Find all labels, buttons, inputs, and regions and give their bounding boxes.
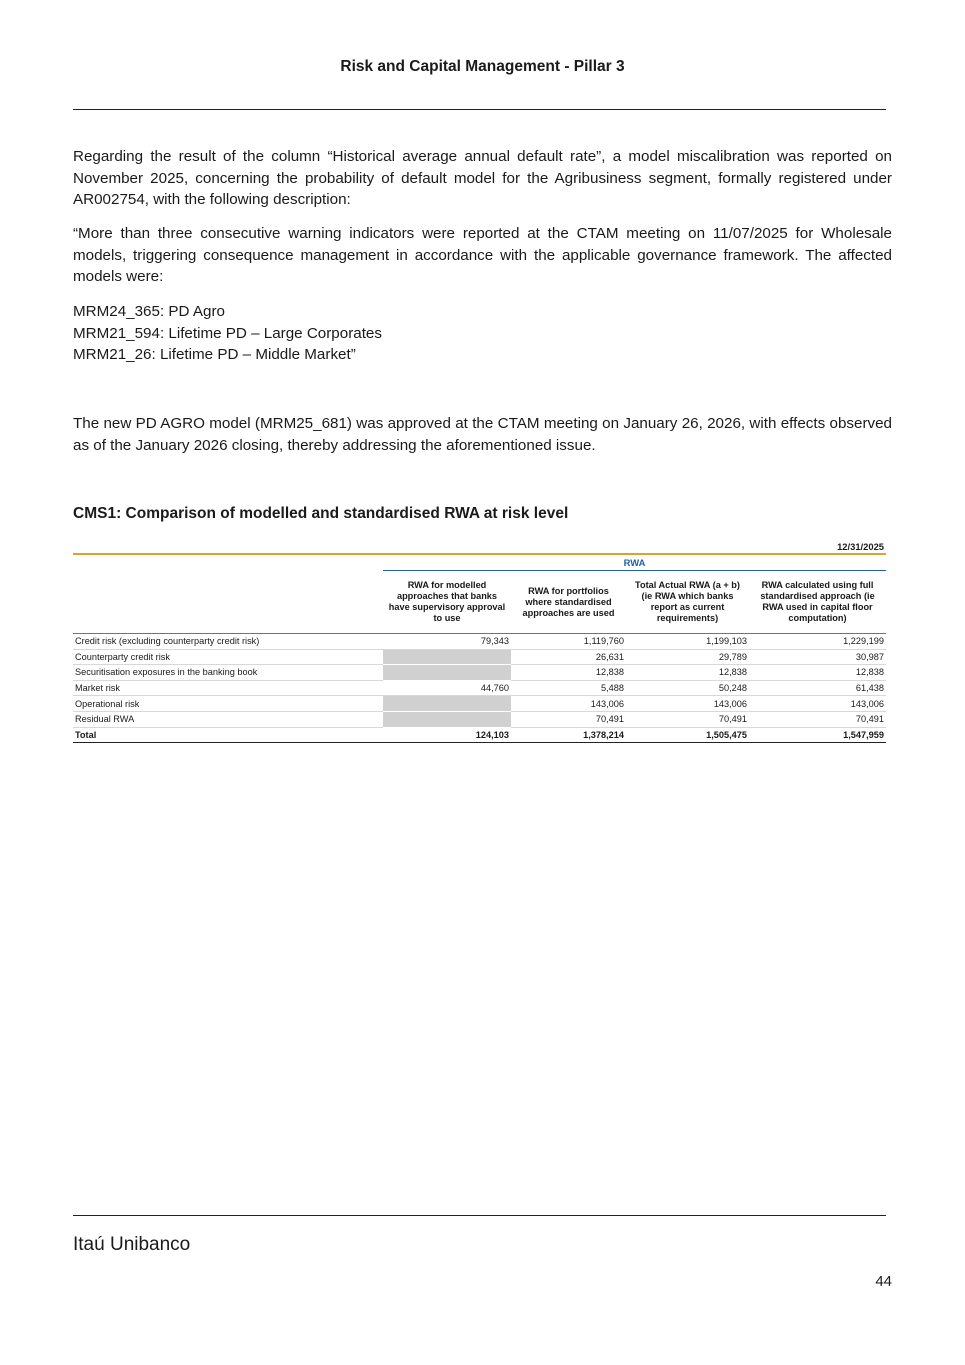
header-divider bbox=[73, 109, 886, 110]
cell-value: 26,631 bbox=[511, 649, 626, 665]
cell-value: 70,491 bbox=[749, 711, 886, 727]
table-row bbox=[73, 634, 886, 650]
shaded-empty-cell bbox=[383, 665, 511, 681]
cell-value: 1,199,103 bbox=[626, 634, 749, 650]
footer-company-name: Itaú Unibanco bbox=[73, 1234, 191, 1255]
cell-value: 30,987 bbox=[749, 649, 886, 665]
cell-value: 50,248 bbox=[626, 680, 749, 696]
cell-value: 29,789 bbox=[626, 649, 749, 665]
rwa-group-header: RWA bbox=[383, 554, 886, 571]
paragraph-text: “More than three consecutive warning indicators were reported at the CTAM meeting on 11/07/2025 for Wholesale models, triggering consequence management in accordance with the applicable governance framework. The affected models were: bbox=[73, 225, 892, 285]
table-row bbox=[73, 711, 886, 727]
paragraph-model-miscalibration bbox=[73, 146, 892, 211]
row-label: Counterparty credit risk bbox=[73, 649, 383, 665]
cell-value: 12,838 bbox=[511, 665, 626, 681]
cms1-table-container bbox=[73, 540, 886, 743]
table-row bbox=[73, 680, 886, 696]
table-row bbox=[73, 696, 886, 712]
shaded-empty-cell bbox=[383, 649, 511, 665]
model-item: MRM21_594: Lifetime PD – Large Corporates bbox=[73, 324, 382, 342]
cell-value: 70,491 bbox=[511, 711, 626, 727]
model-item: MRM21_26: Lifetime PD – Middle Market” bbox=[73, 346, 356, 363]
cell-value: 1,119,760 bbox=[511, 634, 626, 650]
cell-value: 61,438 bbox=[749, 680, 886, 696]
footer-divider bbox=[73, 1215, 886, 1216]
reference-date: 12/31/2025 bbox=[73, 540, 886, 554]
total-value: 1,547,959 bbox=[749, 727, 886, 742]
paragraph-text: The new PD AGRO model (MRM25_681) was approved at the CTAM meeting on January 26, 2026, with effects observed as of the January 2026 closing, thereby addressing the aforementioned issue. bbox=[73, 415, 892, 454]
section-title: CMS1: Comparison of modelled and standardised RWA at risk level bbox=[73, 505, 569, 522]
row-label: Operational risk bbox=[73, 696, 383, 712]
cell-value: 5,488 bbox=[511, 680, 626, 696]
table-group-header-row bbox=[73, 554, 886, 571]
affected-models-list bbox=[73, 301, 892, 366]
total-value: 1,505,475 bbox=[626, 727, 749, 742]
total-value: 1,378,214 bbox=[511, 727, 626, 742]
column-header: RWA for portfolios where standardised approaches are used bbox=[511, 571, 626, 634]
paragraph-new-model-approval bbox=[73, 413, 892, 456]
cell-value: 79,343 bbox=[383, 634, 511, 650]
page-number: 44 bbox=[875, 1273, 892, 1290]
cell-value: 12,838 bbox=[749, 665, 886, 681]
table-total-row bbox=[73, 727, 886, 742]
paragraph-text: Regarding the result of the column “Historical average annual default rate”, a model miscalibration was reported on November 2025, concerning the probability of default model for the Agribusiness segment, formally registered under AR002754, with the following description: bbox=[73, 148, 892, 208]
model-item: MRM24_365: PD Agro bbox=[73, 303, 225, 320]
table-date-row bbox=[73, 540, 886, 554]
cell-value: 44,760 bbox=[383, 680, 511, 696]
cell-value: 1,229,199 bbox=[749, 634, 886, 650]
cms1-table bbox=[73, 540, 886, 743]
column-header: RWA calculated using full standardised approach (ie RWA used in capital floor computation) bbox=[749, 571, 886, 634]
total-label: Total bbox=[73, 727, 383, 742]
table-row bbox=[73, 665, 886, 681]
table-row bbox=[73, 649, 886, 665]
table-column-header-row bbox=[73, 571, 886, 634]
row-label: Credit risk (excluding counterparty credit risk) bbox=[73, 634, 383, 650]
shaded-empty-cell bbox=[383, 696, 511, 712]
cell-value: 143,006 bbox=[626, 696, 749, 712]
cell-value: 12,838 bbox=[626, 665, 749, 681]
column-header: Total Actual RWA (a + b) (ie RWA which banks report as current requirements) bbox=[626, 571, 749, 634]
shaded-empty-cell bbox=[383, 711, 511, 727]
row-label: Securitisation exposures in the banking book bbox=[73, 665, 383, 681]
empty-header-cell bbox=[73, 571, 383, 634]
row-label: Market risk bbox=[73, 680, 383, 696]
cell-value: 143,006 bbox=[749, 696, 886, 712]
paragraph-warning-indicators bbox=[73, 223, 892, 288]
cell-value: 70,491 bbox=[626, 711, 749, 727]
page-header-title: Risk and Capital Management - Pillar 3 bbox=[340, 58, 625, 75]
empty-header-cell bbox=[73, 554, 383, 571]
column-header: RWA for modelled approaches that banks have supervisory approval to use bbox=[383, 571, 511, 634]
total-value: 124,103 bbox=[383, 727, 511, 742]
row-label: Residual RWA bbox=[73, 711, 383, 727]
cell-value: 143,006 bbox=[511, 696, 626, 712]
